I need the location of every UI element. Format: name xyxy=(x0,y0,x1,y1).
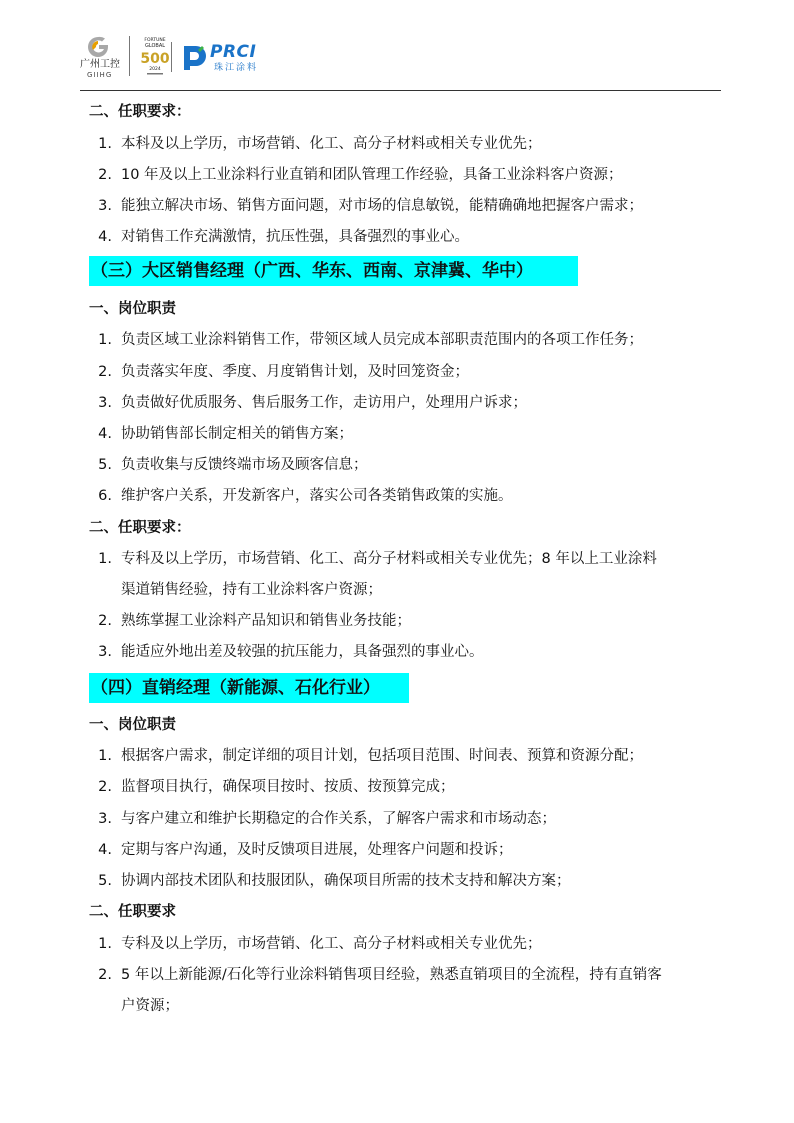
item-number: 3. xyxy=(98,644,112,660)
header-divider xyxy=(171,42,172,72)
list-item xyxy=(92,871,732,891)
svg-text:2024: 2024 xyxy=(149,67,161,72)
svg-text:GLOBAL: GLOBAL xyxy=(144,43,166,49)
giihg-en: GIIHG xyxy=(87,71,113,79)
item-text: 户资源； xyxy=(121,998,179,1014)
item-text: 负责落实年度、季度、月度销售计划，及时回笼资金； xyxy=(121,364,469,380)
item-text: 能独立解决市场、销售方面问题，对市场的信息敏锐，能精确确地把握客户需求； xyxy=(121,198,643,214)
list-item xyxy=(92,362,732,382)
item-number: 4. xyxy=(98,426,112,442)
list-item-continuation xyxy=(92,996,732,1016)
item-text: 负责收集与反馈终端市场及顾客信息； xyxy=(121,457,368,473)
list-item xyxy=(92,424,732,444)
subsection-title: （三）大区销售经理（广西、华东、西南、京津冀、华中） xyxy=(91,261,533,281)
svg-text:FORTUNE: FORTUNE xyxy=(144,38,166,43)
item-number: 1. xyxy=(98,936,112,952)
item-text: 根据客户需求，制定详细的项目计划，包括项目范围、时间表、预算和资源分配； xyxy=(121,748,643,764)
item-number: 3. xyxy=(98,198,112,214)
item-text: 维护客户关系，开发新客户，落实公司各类销售政策的实施。 xyxy=(121,488,513,504)
list-item xyxy=(92,196,732,216)
prci-cn: 珠江涂料 xyxy=(214,63,259,73)
list-item xyxy=(92,611,732,631)
item-text: 定期与客户沟通，及时反馈项目进展，处理客户问题和投诉； xyxy=(121,842,513,858)
item-text: 熟练掌握工业涂料产品知识和销售业务技能； xyxy=(121,613,411,629)
item-number: 5. xyxy=(98,457,112,473)
item-text: 渠道销售经验，持有工业涂料客户资源； xyxy=(121,582,382,598)
item-text: 专科及以上学历，市场营销、化工、高分子材料或相关专业优先；8 年以上工业涂料 xyxy=(121,551,657,567)
section-heading: 一、岗位职责 xyxy=(89,301,176,317)
item-text: 对销售工作充满激情，抗压性强，具备强烈的事业心。 xyxy=(121,229,469,245)
list-item xyxy=(92,330,732,350)
prci-name: PRCI xyxy=(210,42,257,62)
list-item xyxy=(92,777,732,797)
svg-text:500: 500 xyxy=(140,51,170,67)
item-number: 4. xyxy=(98,229,112,245)
page-header xyxy=(0,0,794,92)
list-item xyxy=(92,165,732,185)
subsection-title-band xyxy=(89,256,578,286)
section-heading: 二、任职要求： xyxy=(89,520,191,536)
item-number: 2. xyxy=(98,167,112,183)
item-text: 协助销售部长制定相关的销售方案； xyxy=(121,426,353,442)
list-item-continuation xyxy=(92,580,732,600)
list-item xyxy=(92,642,732,662)
list-item xyxy=(92,393,732,413)
item-number: 3. xyxy=(98,395,112,411)
list-item xyxy=(92,934,732,954)
prci-logo-icon xyxy=(182,44,206,72)
item-number: 6. xyxy=(98,488,112,504)
item-number: 4. xyxy=(98,842,112,858)
giihg-name: 广州工控 xyxy=(80,59,120,70)
item-number: 5. xyxy=(98,873,112,889)
item-number: 1. xyxy=(98,551,112,567)
item-number: 1. xyxy=(98,332,112,348)
section-heading: 一、岗位职责 xyxy=(89,717,176,733)
item-text: 监督项目执行，确保项目按时、按质、按预算完成； xyxy=(121,779,455,795)
subsection-title: （四）直销经理（新能源、石化行业） xyxy=(91,678,380,698)
list-item xyxy=(92,486,732,506)
item-number: 2. xyxy=(98,967,112,983)
item-number: 1. xyxy=(98,748,112,764)
subsection-title-band xyxy=(89,673,409,703)
item-number: 2. xyxy=(98,364,112,380)
item-text: 负责区域工业涂料销售工作，带领区域人员完成本部职责范围内的各项工作任务； xyxy=(121,332,643,348)
item-text: 与客户建立和维护长期稳定的合作关系，了解客户需求和市场动态； xyxy=(121,811,556,827)
item-number: 3. xyxy=(98,811,112,827)
list-item xyxy=(92,840,732,860)
list-item xyxy=(92,134,732,154)
item-number: 2. xyxy=(98,613,112,629)
list-item xyxy=(92,809,732,829)
list-item xyxy=(92,227,732,247)
fortune-500-badge-icon xyxy=(140,35,170,77)
header-divider xyxy=(129,36,130,76)
item-text: 5 年以上新能源/石化等行业涂料销售项目经验，熟悉直销项目的全流程，持有直销客 xyxy=(121,967,662,983)
item-text: 负责做好优质服务、售后服务工作，走访用户，处理用户诉求； xyxy=(121,395,527,411)
item-text: 10 年及以上工业涂料行业直销和团队管理工作经验，具备工业涂料客户资源； xyxy=(121,167,623,183)
list-item xyxy=(92,965,732,985)
item-text: 专科及以上学历，市场营销、化工、高分子材料或相关专业优先； xyxy=(121,936,542,952)
item-text: 本科及以上学历，市场营销、化工、高分子材料或相关专业优先； xyxy=(121,136,542,152)
list-item xyxy=(92,455,732,475)
item-number: 2. xyxy=(98,779,112,795)
item-text: 协调内部技术团队和技服团队，确保项目所需的技术支持和解决方案； xyxy=(121,873,571,889)
section-heading: 二、任职要求 xyxy=(89,904,176,920)
item-text: 能适应外地出差及较强的抗压能力，具备强烈的事业心。 xyxy=(121,644,484,660)
header-rule xyxy=(80,90,721,91)
giihg-logo-icon xyxy=(86,35,110,59)
section-heading: 二、任职要求： xyxy=(89,104,191,120)
list-item xyxy=(92,549,732,569)
item-number: 1. xyxy=(98,136,112,152)
list-item xyxy=(92,746,732,766)
